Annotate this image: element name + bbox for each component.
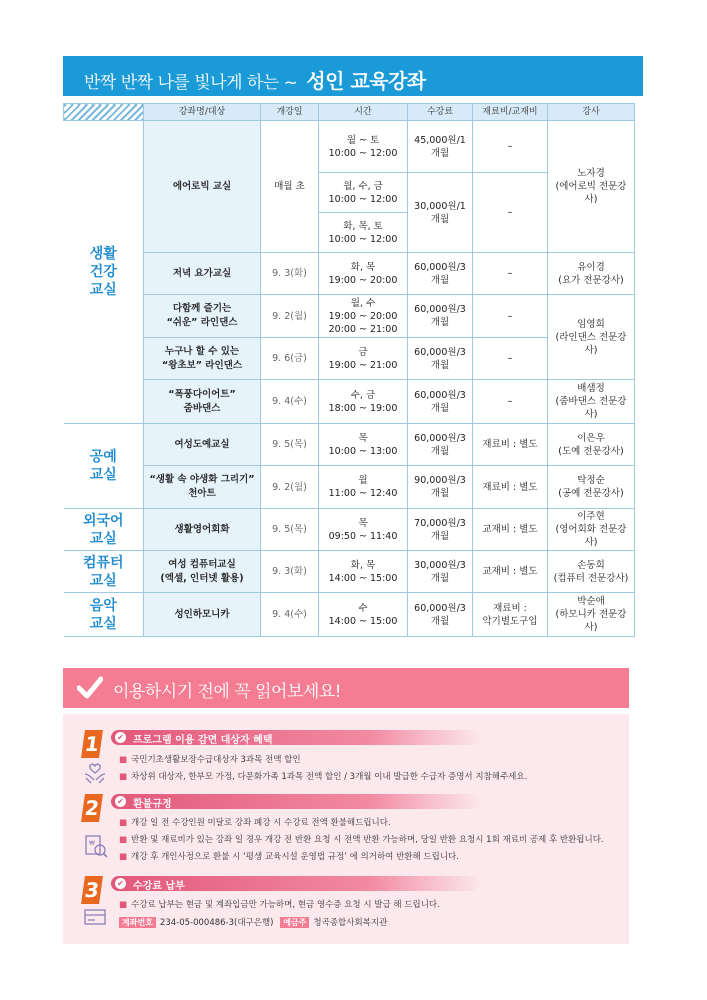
bank-card-icon: [83, 908, 109, 928]
section-title: 환불규정: [133, 799, 172, 810]
header-material: 재료비/교재비: [473, 104, 548, 121]
fee-cell: 30,000원/3개월: [408, 551, 473, 593]
material-cell: 재료비 : 악기별도구입: [473, 593, 548, 637]
start-date: 9. 4(수): [261, 380, 319, 424]
time-cell: 월 ~ 토 10:00 ~ 12:00: [319, 121, 408, 173]
fee-cell: 60,000원/3개월: [408, 380, 473, 424]
section-number: 1: [81, 730, 103, 758]
course-name: “생활 속 야생화 그리기” 천아트: [144, 466, 261, 509]
fee-cell: 30,000원/1개월: [408, 173, 473, 253]
table-row: [64, 380, 635, 424]
holder-label: 예금주: [280, 917, 309, 928]
list-item: ■ 개강 일 전 수강인원 미달로 강좌 폐강 시 수강료 전액 환불해드립니다.: [119, 818, 391, 828]
notice-body: [63, 714, 629, 944]
material-cell: –: [473, 173, 548, 253]
header-time: 시간: [319, 104, 408, 121]
table-row: [64, 121, 635, 173]
start-date: 9. 3(화): [261, 253, 319, 295]
time-cell: 화, 목 14:00 ~ 15:00: [319, 551, 408, 593]
banner-text: [84, 65, 426, 94]
teacher-cell: 노자경 (에어로빅 전문강사): [548, 121, 635, 253]
teacher-cell: 배샘정 (줌바댄스 전문강사): [548, 380, 635, 424]
start-date: 9. 2(월): [261, 295, 319, 338]
header-fee: 수강료: [408, 104, 473, 121]
check-circle-icon: ✔: [115, 732, 126, 743]
time-cell: 월, 수, 금 10:00 ~ 12:00: [319, 173, 408, 213]
category-music: 음악 교실: [64, 593, 144, 637]
teacher-cell: 손동희 (컴퓨터 전문강사): [548, 551, 635, 593]
course-name: 성인하모니카: [144, 593, 261, 637]
start-date: 9. 3(화): [261, 551, 319, 593]
course-name: 여성도예교실: [144, 424, 261, 466]
teacher-cell: 박순애 (하모니카 전문강사): [548, 593, 635, 637]
section-title-bar: [111, 876, 481, 891]
account-holder: 청곡종합사회복지관: [313, 918, 388, 928]
table-row: [64, 593, 635, 637]
course-table: [63, 103, 635, 637]
title-banner: [63, 56, 643, 96]
time-cell: 수, 금 18:00 ~ 19:00: [319, 380, 408, 424]
header-hatch: [64, 104, 144, 121]
category-life-health: 생활 건강 교실: [64, 121, 144, 424]
time-cell: 월 11:00 ~ 12:40: [319, 466, 408, 509]
time-cell: 화, 목 19:00 ~ 20:00: [319, 253, 408, 295]
teacher-cell: 유이경 (요가 전문강사): [548, 253, 635, 295]
account-number: 234-05-000486-3(대구은행): [159, 918, 274, 928]
fee-cell: 70,000원/3개월: [408, 509, 473, 551]
course-name: 에어로빅 교실: [144, 121, 261, 253]
material-cell: 재료비 : 별도: [473, 424, 548, 466]
table-row: [64, 551, 635, 593]
start-date: 매월 초: [261, 121, 319, 253]
account-label: 계좌번호: [119, 917, 156, 928]
course-name: 누구나 할 수 있는 “왕초보” 라인댄스: [144, 338, 261, 380]
time-cell: 목 10:00 ~ 13:00: [319, 424, 408, 466]
course-name: 저녁 요가교실: [144, 253, 261, 295]
header-start: 개강일: [261, 104, 319, 121]
table-row: [64, 253, 635, 295]
checkmark-icon: [77, 676, 103, 700]
banner-lead: 반짝 반짝 나를 빛나게 하는 ~: [84, 73, 298, 93]
teacher-cell: 이주현 (영어회화 전문강사): [548, 509, 635, 551]
section-number: 3: [81, 876, 103, 904]
material-cell: –: [473, 121, 548, 173]
list-item: ■ 차상위 대상자, 한부모 가정, 다문화가족 1과목 전액 할인 / 3개월 이내 발급한 수급자 증명서 지참해주세요.: [119, 772, 528, 782]
list-item: ■ 반환 및 재료비가 있는 강좌 일 경우 개강 전 반환 요청 시 전액 반환 가능하며, 당일 반환 요청시 1회 재료비 공제 후 반환됩니다.: [119, 835, 604, 845]
check-circle-icon: ✔: [115, 796, 126, 807]
fee-cell: 90,000원/3개월: [408, 466, 473, 509]
fee-cell: 60,000원/3개월: [408, 295, 473, 338]
table-row: [64, 424, 635, 466]
material-cell: –: [473, 295, 548, 338]
course-name: 여성 컴퓨터교실 (엑셀, 인터넷 활용): [144, 551, 261, 593]
time-cell: 화, 목, 토 10:00 ~ 12:00: [319, 213, 408, 253]
section-title: 프로그램 이용 감면 대상자 혜택: [133, 735, 273, 746]
material-cell: 재료비 : 별도: [473, 466, 548, 509]
list-item: ■ 수강료 납부는 현금 및 계좌입금만 가능하며, 현금 영수증 요청 시 발급 해 드립니다.: [119, 900, 440, 910]
fee-cell: 60,000원/3개월: [408, 593, 473, 637]
material-cell: –: [473, 338, 548, 380]
material-cell: –: [473, 380, 548, 424]
table-row: [64, 509, 635, 551]
list-item: ■ 개강 후 개인사정으로 환불 시 ‘평생 교육시설 운영법 규정’ 에 의거하여 반환해 드립니다.: [119, 852, 459, 862]
fee-cell: 60,000원/3개월: [408, 338, 473, 380]
time-cell: 월, 수 19:00 ~ 20:00 20:00 ~ 21:00: [319, 295, 408, 338]
teacher-cell: 탁정순 (공예 전문강사): [548, 466, 635, 509]
fee-cell: 60,000원/3개월: [408, 424, 473, 466]
time-cell: 금 19:00 ~ 21:00: [319, 338, 408, 380]
teacher-cell: 이은우 (도예 전문강사): [548, 424, 635, 466]
course-name: “폭풍다이어트” 줌바댄스: [144, 380, 261, 424]
header-course: 강좌명/대상: [144, 104, 261, 121]
section-title-bar: [111, 730, 481, 745]
time-cell: 수 14:00 ~ 15:00: [319, 593, 408, 637]
table-row: [64, 466, 635, 509]
category-computer: 컴퓨터 교실: [64, 551, 144, 593]
section-title: 수강료 납부: [133, 881, 185, 892]
start-date: 9. 5(목): [261, 424, 319, 466]
fee-cell: 45,000원/1개월: [408, 121, 473, 173]
list-item: ■ 국민기초생활보장수급대상자 3과목 전액 할인: [119, 755, 301, 765]
section-title-bar: [111, 794, 481, 809]
table-row: [64, 295, 635, 338]
start-date: 9. 4(수): [261, 593, 319, 637]
account-info: [119, 916, 387, 928]
category-craft: 공예 교실: [64, 424, 144, 509]
material-cell: –: [473, 253, 548, 295]
notice-title: 이용하시기 전에 꼭 읽어보세요!: [113, 682, 342, 702]
course-name: 다함께 즐기는 “쉬운” 라인댄스: [144, 295, 261, 338]
time-cell: 목 09:50 ~ 11:40: [319, 509, 408, 551]
refund-document-icon: [83, 834, 109, 860]
teacher-cell: 임영희 (라인댄스 전문강사): [548, 295, 635, 380]
svg-text:₩: ₩: [89, 840, 95, 847]
check-circle-icon: ✔: [115, 878, 126, 889]
banner-title: 성인 교육강좌: [306, 69, 426, 93]
header-teacher: 강사: [548, 104, 635, 121]
hands-heart-icon: [83, 762, 107, 784]
table-header-row: [64, 104, 635, 121]
material-cell: 교재비 : 별도: [473, 551, 548, 593]
section-number: 2: [81, 794, 103, 822]
course-name: 생활영어회화: [144, 509, 261, 551]
notice-header: [63, 668, 629, 708]
start-date: 9. 6(금): [261, 338, 319, 380]
material-cell: 교재비 : 별도: [473, 509, 548, 551]
start-date: 9. 2(월): [261, 466, 319, 509]
category-language: 외국어 교실: [64, 509, 144, 551]
fee-cell: 60,000원/3개월: [408, 253, 473, 295]
start-date: 9. 5(목): [261, 509, 319, 551]
